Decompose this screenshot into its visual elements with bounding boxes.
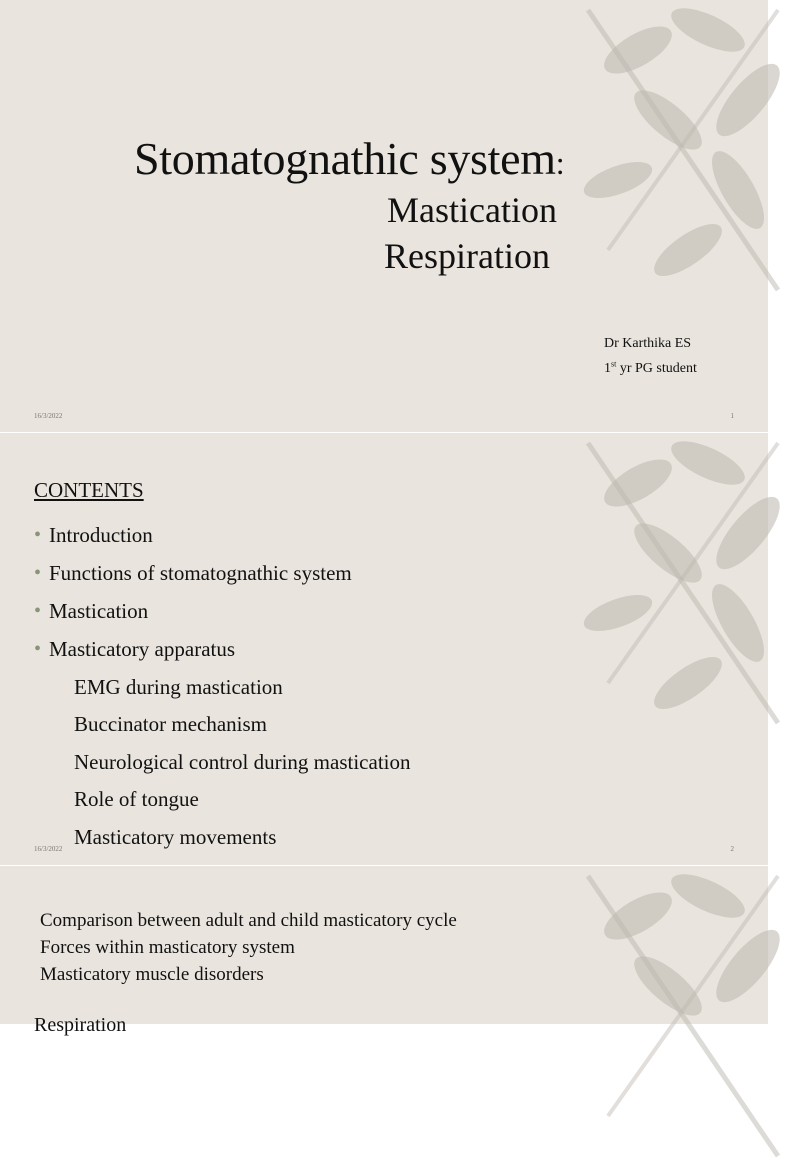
- list-item: Masticatory muscle disorders: [40, 964, 264, 985]
- bullet-icon: •: [34, 562, 42, 584]
- bullet-icon: •: [34, 638, 42, 660]
- slide-2: CONTENTS • Introduction • Functions of stomatognathic system • Mastication • Masticatory apparatus EMG during mastication Buccinator mechanism Neurological control during mastication Role of tongue Masticatory movements 16/3/2022 2: [0, 433, 768, 865]
- list-item: Comparison between adult and child masticatory cycle: [40, 910, 457, 931]
- slide-number: 2: [730, 845, 734, 853]
- leaf-shadow-decoration: [548, 0, 808, 310]
- bullet-icon: •: [34, 600, 42, 622]
- slide-number: 1: [730, 412, 734, 420]
- contents-heading: CONTENTS: [34, 478, 144, 502]
- slide-3: [0, 866, 768, 1036]
- leaf-shadow-decoration: [548, 423, 808, 743]
- author-name: Dr Karthika ES: [604, 336, 692, 351]
- list-item: Forces within masticatory system: [40, 937, 295, 958]
- leaf-shadow-decoration: [548, 856, 808, 1176]
- slide-title: Stomatognathic system:: [134, 133, 565, 184]
- slide-1: [0, 0, 768, 432]
- slide-date: 16/3/2022: [34, 412, 63, 420]
- slide-subtitle-mastication: Mastication: [387, 190, 557, 230]
- bullet-icon: •: [34, 524, 42, 546]
- list-item-cut-off: Respiration: [34, 1014, 127, 1036]
- slide-subtitle-respiration: Respiration: [384, 236, 550, 276]
- slide-date: 16/3/2022: [34, 845, 63, 853]
- author-role: 1st yr PG student: [604, 359, 697, 376]
